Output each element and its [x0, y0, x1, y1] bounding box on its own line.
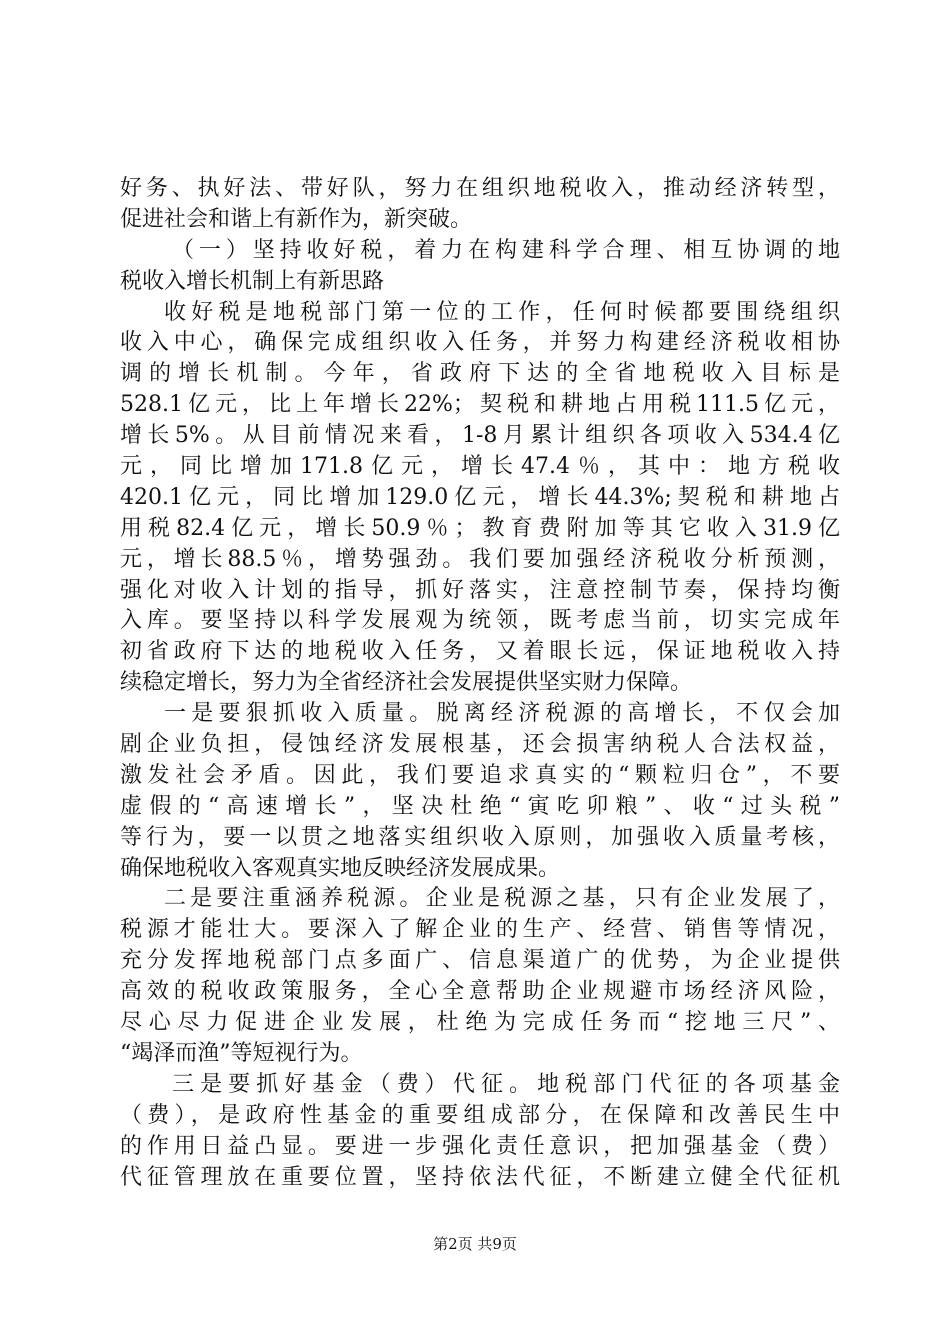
text-line: 调的增长机制。今年，省政府下达的全省地税收入目标是	[120, 361, 840, 387]
text-line: 激发社会矛盾。因此，我们要追求真实的“颗粒归仓”，不要	[120, 762, 840, 788]
text-line: 一是要狠抓收入质量。脱离经济税源的高增长，不仅会加	[164, 701, 840, 727]
text-line: 剧企业负担，侵蚀经济发展根基，还会损害纳税人合法权益，	[120, 732, 840, 758]
text-line: 元，增长88.5％，增势强劲。我们要加强经济税收分析预测，	[120, 546, 840, 572]
text-line: 入库。要坚持以科学发展观为统领，既考虑当前，切实完成年	[120, 608, 840, 634]
text-line: 二是要注重涵养税源。企业是税源之基，只有企业发展了，	[164, 886, 840, 912]
text-line: 充分发挥地税部门点多面广、信息渠道广的优势，为企业提供	[120, 948, 840, 974]
text-line: 收好税是地税部门第一位的工作，任何时候都要围绕组织	[164, 299, 840, 325]
text-line: 528.1亿元，比上年增长22%；契税和耕地占用税111.5亿元，	[120, 392, 840, 418]
text-line: 元，同比增加171.8亿元，增长47.4％，其中：地方税收	[120, 454, 840, 480]
text-line: 420.1亿元，同比增加129.0亿元，增长44.3%;契税和耕地占	[120, 484, 840, 510]
section-heading-line: （一）坚持收好税，着力在构建科学合理、相互协调的地	[172, 237, 840, 263]
text-line: 虚假的“高速增长”，坚决杜绝“寅吃卯粮”、收“过头税”	[120, 793, 840, 819]
text-line: “竭泽而渔”等短视行为。	[120, 1040, 363, 1066]
text-line: 代征管理放在重要位置，坚持依法代征，不断建立健全代征机	[120, 1164, 840, 1190]
section-heading-line: 税收入增长机制上有新思路	[120, 268, 385, 294]
text-line: 用税82.4亿元，增长50.9％；教育费附加等其它收入31.9亿	[120, 515, 840, 541]
text-line: （费），是政府性基金的重要组成部分，在保障和改善民生中	[120, 1102, 840, 1128]
text-line: 收入中心，确保完成组织收入任务，并努力构建经济税收相协	[120, 330, 840, 356]
text-line: 尽心尽力促进企业发展，杜绝为完成任务而“挖地三尺”、	[120, 1010, 840, 1036]
text-line: 高效的税收政策服务，全心全意帮助企业规避市场经济风险，	[120, 979, 840, 1005]
text-line: 好务、执好法、带好队，努力在组织地税收入，推动经济转型，	[120, 176, 840, 201]
text-line: 强化对收入计划的指导，抓好落实，注意控制节奏，保持均衡	[120, 577, 840, 603]
page-number-footer: 第2页 共9页	[433, 1235, 517, 1253]
document-body	[120, 174, 840, 1193]
text-line: 的作用日益凸显。要进一步强化责任意识，把加强基金（费）	[120, 1133, 840, 1159]
text-line: 等行为，要一以贯之地落实组织收入原则，加强收入质量考核，	[120, 824, 840, 850]
text-line: 促进社会和谐上有新作为，新突破。	[120, 206, 473, 232]
text-line: 增长5%。从目前情况来看，1-8月累计组织各项收入534.4亿	[120, 423, 840, 449]
text-line: 初省政府下达的地税收入任务，又着眼长远，保证地税收入持	[120, 639, 840, 665]
text-line: 确保地税收入客观真实地反映经济发展成果。	[120, 855, 561, 881]
text-line: 税源才能壮大。要深入了解企业的生产、经营、销售等情况，	[120, 917, 840, 943]
text-line: 三是要抓好基金（费）代征。地税部门代征的各项基金	[172, 1071, 840, 1097]
text-line: 续稳定增长，努力为全省经济社会发展提供坚实财力保障。	[120, 670, 693, 696]
